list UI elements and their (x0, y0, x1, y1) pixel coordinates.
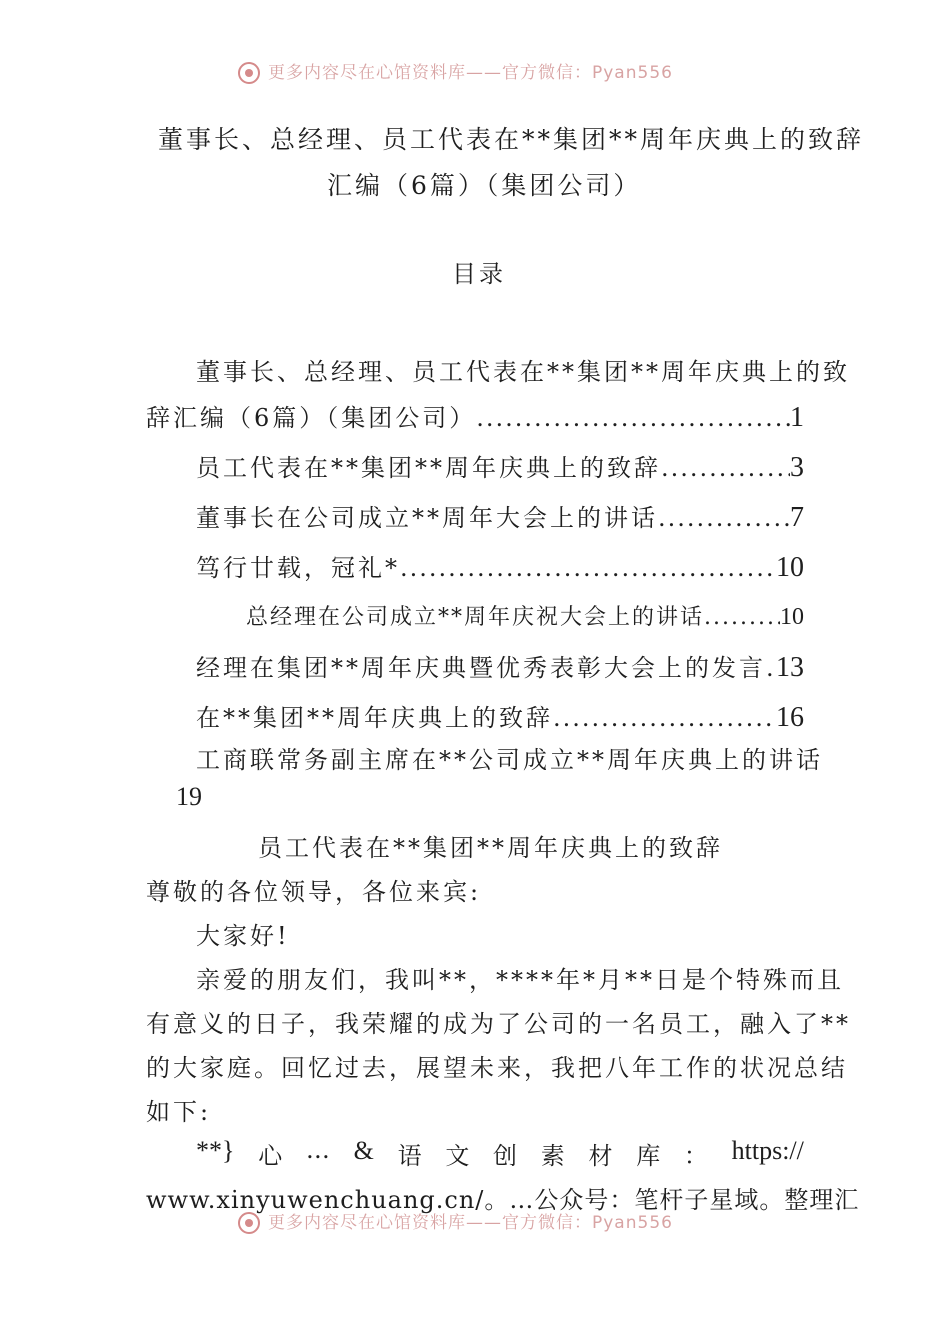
toc-page-number: 13 (776, 652, 804, 683)
doc-title-line1: 董事长、总经理、员工代表在**集团**周年庆典上的致辞 (158, 125, 865, 154)
source-token: 创 (493, 1142, 518, 1170)
watermark-bottom: 更多内容尽在心馆资料库——官方微信：Pyan556 (238, 1208, 718, 1234)
toc-leader-dots (476, 404, 790, 432)
source-token: & (353, 1136, 374, 1165)
toc-page-number: 10 (780, 604, 804, 630)
source-token: … (305, 1136, 330, 1164)
toc-entry-1-line1[interactable]: 董事长、总经理、员工代表在**集团**周年庆典上的致 (196, 358, 850, 386)
toc-leader-dots (553, 704, 776, 732)
toc-leader-dots (766, 654, 776, 682)
source-token: 素 (540, 1142, 565, 1170)
source-line (196, 1136, 804, 1171)
paragraph-line: 亲爱的朋友们，我叫**，****年*月**日是个特殊而且 (196, 966, 844, 994)
watermark-top: 更多内容尽在心馆资料库——官方微信：Pyan556 (238, 58, 718, 84)
doc-title-line2: 汇编（6篇）（集团公司） (327, 171, 642, 200)
toc-page-number: 1 (790, 402, 804, 433)
toc-entry-2[interactable] (196, 448, 804, 484)
toc-page-number: 16 (776, 702, 804, 733)
toc-entry-text: 董事长在公司成立**周年大会上的讲话 (196, 504, 658, 532)
source-line-2[interactable]: www.xinyuwenchuang.cn/。…公众号：笔杆子星域。整理汇 (146, 1186, 860, 1214)
toc-entry-3[interactable] (196, 498, 804, 534)
toc-entry-1[interactable] (146, 398, 804, 434)
toc-entry-7[interactable] (196, 698, 804, 734)
toc-entry-6[interactable] (196, 648, 804, 684)
toc-entry-5[interactable] (246, 600, 804, 631)
source-url-prefix[interactable]: https:// (731, 1136, 804, 1165)
toc-entry-8-page: 19 (176, 782, 202, 811)
toc-entry-text: 在**集团**周年庆典上的致辞 (196, 704, 553, 732)
toc-leader-dots (658, 504, 790, 532)
toc-heading: 目录 (452, 260, 506, 288)
toc-page-number: 10 (776, 552, 804, 583)
watermark-logo-icon (238, 1212, 260, 1234)
toc-entry-text: 总经理在公司成立**周年庆祝大会上的讲话 (246, 605, 705, 630)
toc-entry-text: 经理在集团**周年庆典暨优秀表彰大会上的发言 (196, 654, 766, 682)
source-token: **} (196, 1136, 235, 1165)
toc-entry-text: 笃行廿载，冠礼* (196, 554, 400, 582)
source-token: 语 (397, 1142, 422, 1170)
toc-page-number: 7 (790, 502, 804, 533)
source-token: 心 (258, 1142, 283, 1170)
toc-leader-dots (400, 554, 776, 582)
toc-page-number: 3 (790, 452, 804, 483)
toc-leader-dots (661, 454, 790, 482)
source-token: 材 (588, 1142, 613, 1170)
toc-entry-4[interactable] (196, 548, 804, 584)
source-token: ： (683, 1142, 708, 1170)
toc-entry-8[interactable]: 工商联常务副主席在**公司成立**周年庆典上的讲话 (196, 746, 823, 774)
toc-entry-1-line2: 辞汇编（6篇）（集团公司） (146, 404, 477, 432)
greeting: 大家好! (196, 922, 290, 950)
paragraph-line: 如下: (146, 1098, 212, 1126)
section-title: 员工代表在**集团**周年庆典上的致辞 (258, 834, 723, 862)
toc-leader-dots (704, 605, 780, 630)
source-token: 文 (445, 1142, 470, 1170)
paragraph-line: 的大家庭。回忆过去，展望未来，我把八年工作的状况总结 (146, 1054, 848, 1082)
source-token: 库 (636, 1142, 661, 1170)
salutation: 尊敬的各位领导，各位来宾: (146, 878, 482, 906)
watermark-logo-icon (238, 62, 260, 84)
toc-entry-text: 员工代表在**集团**周年庆典上的致辞 (196, 454, 661, 482)
paragraph-line: 有意义的日子，我荣耀的成为了公司的一名员工，融入了** (146, 1010, 851, 1038)
